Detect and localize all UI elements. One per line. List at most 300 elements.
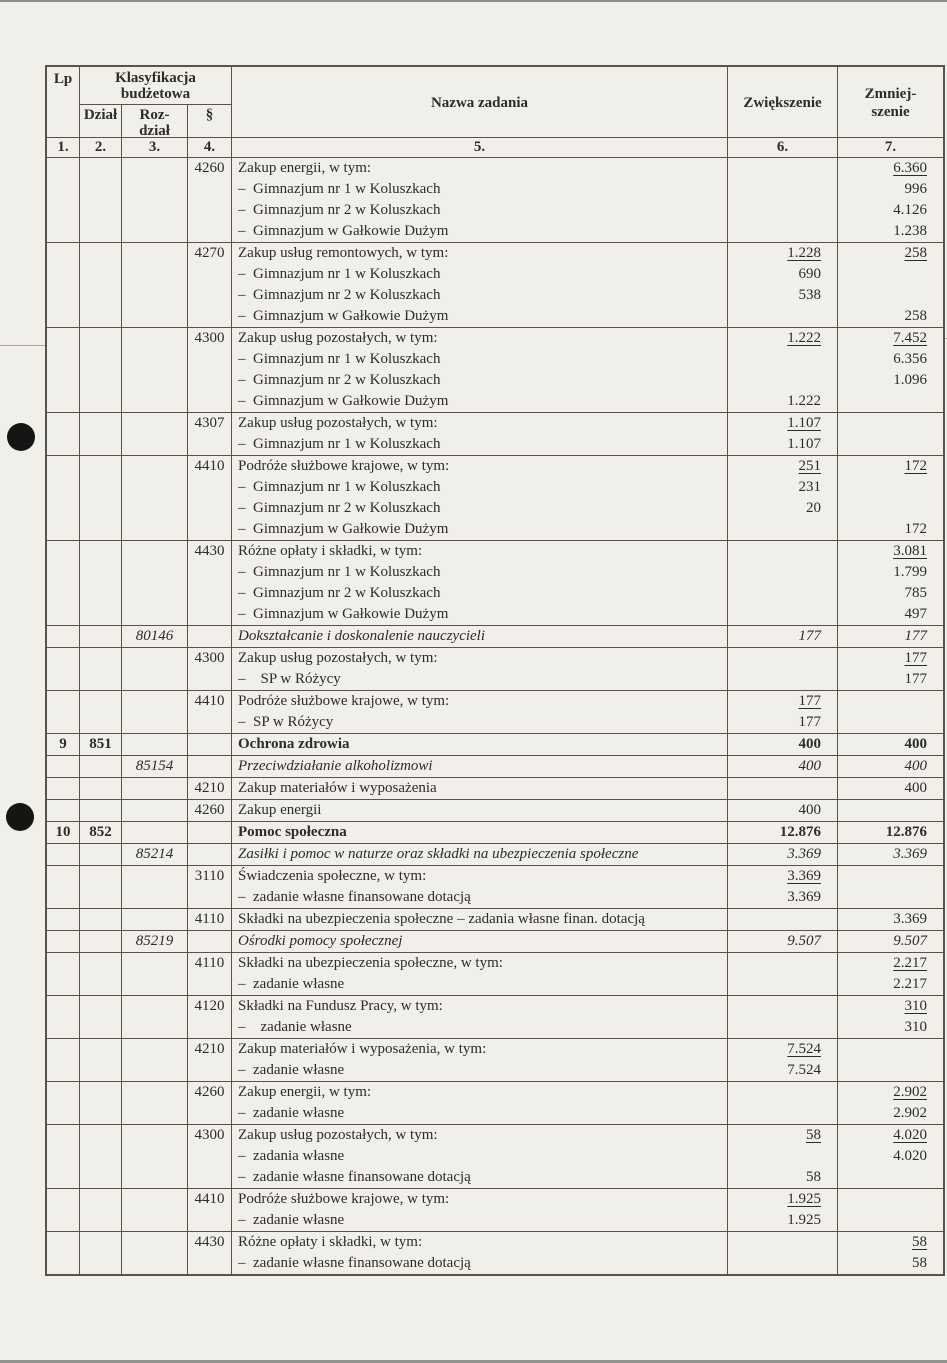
task-line: – Gimnazjum nr 2 w Koluszkach bbox=[238, 500, 441, 516]
rozdzial-cell bbox=[122, 243, 188, 327]
paragraph-row bbox=[47, 157, 943, 242]
task-name-cell bbox=[232, 866, 728, 908]
rozdzial-cell bbox=[122, 541, 188, 625]
task-name-cell bbox=[232, 158, 728, 242]
increase-value: 251 bbox=[798, 458, 821, 474]
rozdzial-cell: 85214 bbox=[122, 844, 188, 865]
task-line: Zakup materiałów i wyposażenia bbox=[238, 780, 437, 796]
dzial-cell bbox=[80, 778, 122, 799]
header-nazwa-zadania: Nazwa zadania bbox=[232, 67, 728, 139]
decrease-value bbox=[838, 1167, 943, 1188]
increase-value: 20 bbox=[806, 500, 821, 516]
decrease-value bbox=[838, 1060, 943, 1081]
decrease-value: 400 bbox=[904, 736, 927, 752]
dzial-cell bbox=[80, 328, 122, 412]
increase-value: 58 bbox=[806, 1169, 821, 1185]
decrease-value: 310 bbox=[904, 1019, 927, 1035]
decrease-cell bbox=[838, 413, 943, 455]
task-line: Składki na ubezpieczenia społeczne – zadania własne finan. dotacją bbox=[238, 911, 645, 927]
dzial-cell bbox=[80, 541, 122, 625]
task-line: – zadanie własne bbox=[238, 1062, 345, 1078]
lp-cell: 9 bbox=[47, 734, 80, 755]
paragraph-row bbox=[47, 242, 943, 327]
task-name-cell bbox=[232, 648, 728, 690]
task-name-cell bbox=[232, 778, 728, 799]
decrease-cell bbox=[838, 734, 943, 755]
increase-value: 177 bbox=[798, 714, 821, 730]
paragraph-cell bbox=[188, 756, 232, 777]
increase-cell bbox=[728, 909, 838, 930]
task-name-cell bbox=[232, 844, 728, 865]
increase-value bbox=[728, 1082, 837, 1103]
header-dzial: Dział bbox=[80, 105, 122, 139]
decrease-cell bbox=[838, 328, 943, 412]
decrease-cell bbox=[838, 1189, 943, 1231]
decrease-cell bbox=[838, 953, 943, 995]
paragraph-cell bbox=[188, 734, 232, 755]
paragraph-cell: 4120 bbox=[188, 996, 232, 1038]
decrease-value bbox=[838, 866, 943, 887]
lp-cell bbox=[47, 456, 80, 540]
paragraph-cell: 4430 bbox=[188, 1232, 232, 1274]
fold-line-left bbox=[0, 345, 45, 346]
increase-value bbox=[728, 306, 837, 327]
decrease-value: 1.096 bbox=[893, 372, 927, 388]
increase-value bbox=[728, 669, 837, 690]
column-numbering-row: 1. 2. 3. 4. 5. 6. 7. bbox=[47, 137, 943, 157]
decrease-cell bbox=[838, 778, 943, 799]
increase-cell bbox=[728, 844, 838, 865]
lp-cell bbox=[47, 413, 80, 455]
decrease-value bbox=[838, 413, 943, 434]
decrease-value bbox=[838, 1210, 943, 1231]
task-line: – zadanie własne bbox=[238, 1019, 352, 1035]
increase-value: 1.107 bbox=[787, 415, 821, 431]
task-line: Zakup usług remontowych, w tym: bbox=[238, 245, 449, 261]
decrease-value bbox=[838, 691, 943, 712]
increase-value bbox=[728, 909, 837, 930]
task-line: Zakup usług pozostałych, w tym: bbox=[238, 650, 438, 666]
increase-value bbox=[728, 1146, 837, 1167]
dzial-row bbox=[47, 733, 943, 755]
increase-value bbox=[728, 349, 837, 370]
increase-cell bbox=[728, 931, 838, 952]
decrease-value bbox=[838, 434, 943, 455]
lp-cell bbox=[47, 243, 80, 327]
header-rozdzial: Roz- dział bbox=[122, 105, 188, 139]
lp-cell bbox=[47, 691, 80, 733]
lp-cell bbox=[47, 1189, 80, 1231]
decrease-cell bbox=[838, 1125, 943, 1188]
decrease-value: 258 bbox=[904, 245, 927, 261]
increase-value bbox=[728, 200, 837, 221]
paragraph-cell: 4410 bbox=[188, 1189, 232, 1231]
dzial-cell bbox=[80, 1039, 122, 1081]
increase-cell bbox=[728, 626, 838, 647]
decrease-value: 400 bbox=[904, 780, 927, 796]
decrease-value: 497 bbox=[904, 606, 927, 622]
task-name-cell bbox=[232, 626, 728, 647]
task-line: – Gimnazjum nr 2 w Koluszkach bbox=[238, 287, 441, 303]
decrease-value: 2.217 bbox=[893, 955, 927, 971]
task-name-cell bbox=[232, 541, 728, 625]
decrease-value: 177 bbox=[904, 671, 927, 687]
dzial-cell bbox=[80, 1189, 122, 1231]
decrease-value: 6.356 bbox=[893, 351, 927, 367]
increase-cell bbox=[728, 822, 838, 843]
decrease-value: 996 bbox=[904, 181, 927, 197]
task-line: – zadanie własne finansowane dotacją bbox=[238, 1169, 471, 1185]
lp-cell bbox=[47, 541, 80, 625]
decrease-cell bbox=[838, 626, 943, 647]
increase-value: 231 bbox=[798, 479, 821, 495]
task-line: Dokształcanie i doskonalenie nauczycieli bbox=[238, 628, 486, 644]
decrease-cell bbox=[838, 541, 943, 625]
lp-cell bbox=[47, 1125, 80, 1188]
rozdzial-cell bbox=[122, 691, 188, 733]
header-paragraf: § bbox=[205, 107, 214, 123]
increase-value bbox=[728, 953, 837, 974]
decrease-value: 2.902 bbox=[893, 1105, 927, 1121]
task-line: Różne opłaty i składki, w tym: bbox=[238, 543, 423, 559]
task-line: – Gimnazjum nr 1 w Koluszkach bbox=[238, 564, 441, 580]
task-line: Składki na Fundusz Pracy, w tym: bbox=[238, 998, 443, 1014]
decrease-value: 12.876 bbox=[885, 824, 927, 840]
decrease-value bbox=[838, 391, 943, 412]
dzial-cell bbox=[80, 158, 122, 242]
dzial-cell bbox=[80, 756, 122, 777]
punch-hole-mark bbox=[6, 803, 34, 831]
increase-value bbox=[728, 179, 837, 200]
dzial-cell bbox=[80, 844, 122, 865]
rozdzial-cell bbox=[122, 1189, 188, 1231]
decrease-value bbox=[838, 285, 943, 306]
paragraph-cell: 3110 bbox=[188, 866, 232, 908]
decrease-value bbox=[838, 1189, 943, 1210]
task-line: Zakup usług pozostałych, w tym: bbox=[238, 415, 438, 431]
decrease-value: 3.081 bbox=[893, 543, 927, 559]
dzial-cell bbox=[80, 996, 122, 1038]
increase-cell bbox=[728, 328, 838, 412]
decrease-value: 4.020 bbox=[893, 1148, 927, 1164]
decrease-value: 258 bbox=[904, 308, 927, 324]
decrease-value: 400 bbox=[904, 758, 927, 774]
paragraph-cell: 4300 bbox=[188, 328, 232, 412]
task-name-cell bbox=[232, 909, 728, 930]
header-zmniejszenie: Zmniej- szenie bbox=[864, 86, 917, 120]
decrease-value: 58 bbox=[912, 1234, 927, 1250]
task-line: – Gimnazjum w Gałkowie Dużym bbox=[238, 606, 449, 622]
task-line: Zakup energii, w tym: bbox=[238, 160, 372, 176]
decrease-cell bbox=[838, 756, 943, 777]
rozdzial-cell bbox=[122, 800, 188, 821]
header-klasyfikacja: Klasyfikacja budżetowa bbox=[80, 67, 231, 105]
increase-value bbox=[728, 996, 837, 1017]
paragraph-cell: 4430 bbox=[188, 541, 232, 625]
increase-value: 3.369 bbox=[787, 846, 821, 862]
increase-cell bbox=[728, 1189, 838, 1231]
decrease-cell bbox=[838, 844, 943, 865]
increase-cell bbox=[728, 413, 838, 455]
decrease-value: 785 bbox=[904, 585, 927, 601]
task-line: Podróże służbowe krajowe, w tym: bbox=[238, 1191, 450, 1207]
task-name-cell bbox=[232, 1189, 728, 1231]
task-name-cell bbox=[232, 1039, 728, 1081]
increase-cell bbox=[728, 456, 838, 540]
increase-value: 690 bbox=[798, 266, 821, 282]
dzial-cell bbox=[80, 1125, 122, 1188]
table-header bbox=[47, 67, 943, 137]
increase-value bbox=[728, 1103, 837, 1124]
decrease-value: 7.452 bbox=[893, 330, 927, 346]
increase-value: 1.222 bbox=[787, 330, 821, 346]
rozdzial-cell bbox=[122, 734, 188, 755]
paragraph-cell: 4260 bbox=[188, 1082, 232, 1124]
increase-value: 538 bbox=[798, 287, 821, 303]
dzial-cell bbox=[80, 413, 122, 455]
increase-value: 400 bbox=[798, 736, 821, 752]
paragraph-row bbox=[47, 1231, 943, 1274]
task-name-cell bbox=[232, 756, 728, 777]
decrease-value bbox=[838, 1039, 943, 1060]
increase-value: 9.507 bbox=[787, 933, 821, 949]
decrease-value: 172 bbox=[904, 521, 927, 537]
rozdzial-cell bbox=[122, 1232, 188, 1274]
increase-value bbox=[728, 583, 837, 604]
task-name-cell bbox=[232, 1125, 728, 1188]
increase-value: 1.222 bbox=[787, 393, 821, 409]
task-line: – SP w Różycy bbox=[238, 671, 341, 687]
task-line: – zadania własne bbox=[238, 1148, 345, 1164]
task-name-cell bbox=[232, 413, 728, 455]
header-klasyfikacja-group bbox=[80, 67, 232, 139]
rozdzial-cell bbox=[122, 328, 188, 412]
decrease-cell bbox=[838, 691, 943, 733]
rozdzial-row bbox=[47, 625, 943, 647]
paragraph-row bbox=[47, 1081, 943, 1124]
decrease-cell bbox=[838, 648, 943, 690]
rozdzial-cell: 85219 bbox=[122, 931, 188, 952]
task-name-cell bbox=[232, 822, 728, 843]
increase-cell bbox=[728, 243, 838, 327]
task-line: – zadanie własne bbox=[238, 1105, 345, 1121]
increase-cell bbox=[728, 1125, 838, 1188]
rozdzial-cell bbox=[122, 1039, 188, 1081]
lp-cell bbox=[47, 800, 80, 821]
decrease-cell bbox=[838, 1082, 943, 1124]
task-name-cell bbox=[232, 328, 728, 412]
dzial-cell bbox=[80, 648, 122, 690]
decrease-cell bbox=[838, 931, 943, 952]
lp-cell: 10 bbox=[47, 822, 80, 843]
increase-value: 12.876 bbox=[779, 824, 821, 840]
rozdzial-cell bbox=[122, 456, 188, 540]
paragraph-cell: 4260 bbox=[188, 158, 232, 242]
task-name-cell bbox=[232, 1232, 728, 1274]
increase-value: 177 bbox=[798, 693, 821, 709]
decrease-cell bbox=[838, 996, 943, 1038]
decrease-value: 177 bbox=[904, 650, 927, 666]
decrease-value: 310 bbox=[904, 998, 927, 1014]
task-name-cell bbox=[232, 996, 728, 1038]
task-line: – Gimnazjum w Gałkowie Dużym bbox=[238, 393, 449, 409]
task-name-cell bbox=[232, 953, 728, 995]
header-lp: Lp bbox=[47, 67, 80, 139]
scan-edge-band-top bbox=[0, 0, 947, 2]
task-name-cell bbox=[232, 931, 728, 952]
increase-value bbox=[728, 1253, 837, 1274]
lp-cell bbox=[47, 648, 80, 690]
paragraph-cell: 4210 bbox=[188, 1039, 232, 1081]
decrease-value: 2.902 bbox=[893, 1084, 927, 1100]
paragraph-cell bbox=[188, 931, 232, 952]
paragraph-row bbox=[47, 690, 943, 733]
paragraph-cell: 4410 bbox=[188, 456, 232, 540]
paragraph-row bbox=[47, 799, 943, 821]
increase-cell bbox=[728, 800, 838, 821]
decrease-value bbox=[838, 887, 943, 908]
increase-value: 58 bbox=[806, 1127, 821, 1143]
task-name-cell bbox=[232, 1082, 728, 1124]
task-line: – Gimnazjum nr 1 w Koluszkach bbox=[238, 181, 441, 197]
decrease-value: 172 bbox=[904, 458, 927, 474]
increase-cell bbox=[728, 778, 838, 799]
paragraph-cell: 4300 bbox=[188, 1125, 232, 1188]
task-line: – zadanie własne finansowane dotacją bbox=[238, 1255, 471, 1271]
decrease-value: 9.507 bbox=[893, 933, 927, 949]
lp-cell bbox=[47, 953, 80, 995]
increase-value bbox=[728, 562, 837, 583]
task-name-cell bbox=[232, 243, 728, 327]
decrease-cell bbox=[838, 243, 943, 327]
header-zwiekszenie: Zwiększenie bbox=[728, 67, 838, 139]
increase-cell bbox=[728, 734, 838, 755]
decrease-value: 3.369 bbox=[893, 911, 927, 927]
task-name-cell bbox=[232, 734, 728, 755]
paragraph-cell: 4300 bbox=[188, 648, 232, 690]
lp-cell bbox=[47, 778, 80, 799]
lp-cell bbox=[47, 909, 80, 930]
paragraph-cell: 4410 bbox=[188, 691, 232, 733]
task-line: – Gimnazjum nr 2 w Koluszkach bbox=[238, 372, 441, 388]
paragraph-row bbox=[47, 995, 943, 1038]
increase-cell bbox=[728, 866, 838, 908]
increase-cell bbox=[728, 1082, 838, 1124]
dzial-cell bbox=[80, 800, 122, 821]
paragraph-row bbox=[47, 540, 943, 625]
task-line: Zasiłki i pomoc w naturze oraz składki na ubezpieczenia społeczne bbox=[238, 846, 639, 862]
dzial-cell bbox=[80, 1232, 122, 1274]
increase-cell bbox=[728, 648, 838, 690]
paragraph-row bbox=[47, 1188, 943, 1231]
task-name-cell bbox=[232, 800, 728, 821]
task-line: Pomoc społeczna bbox=[238, 824, 347, 840]
increase-value bbox=[728, 370, 837, 391]
decrease-value: 1.799 bbox=[893, 564, 927, 580]
decrease-value bbox=[838, 800, 943, 821]
dzial-cell: 851 bbox=[80, 734, 122, 755]
increase-value bbox=[728, 158, 837, 179]
task-line: – Gimnazjum nr 1 w Koluszkach bbox=[238, 479, 441, 495]
task-line: – Gimnazjum nr 1 w Koluszkach bbox=[238, 266, 441, 282]
rozdzial-row bbox=[47, 930, 943, 952]
task-line: Różne opłaty i składki, w tym: bbox=[238, 1234, 423, 1250]
increase-cell bbox=[728, 691, 838, 733]
task-line: Składki na ubezpieczenia społeczne, w tym: bbox=[238, 955, 503, 971]
rozdzial-cell bbox=[122, 413, 188, 455]
decrease-cell bbox=[838, 456, 943, 540]
dzial-cell bbox=[80, 626, 122, 647]
dzial-cell bbox=[80, 953, 122, 995]
lp-cell bbox=[47, 1082, 80, 1124]
rozdzial-cell: 85154 bbox=[122, 756, 188, 777]
task-line: Ośrodki pomocy społecznej bbox=[238, 933, 403, 949]
decrease-cell bbox=[838, 866, 943, 908]
decrease-value: 2.217 bbox=[893, 976, 927, 992]
increase-value: 1.228 bbox=[787, 245, 821, 261]
rozdzial-cell bbox=[122, 158, 188, 242]
paragraph-cell: 4260 bbox=[188, 800, 232, 821]
increase-value bbox=[728, 778, 837, 799]
task-line: Podróże służbowe krajowe, w tym: bbox=[238, 458, 450, 474]
lp-cell bbox=[47, 1039, 80, 1081]
increase-cell bbox=[728, 756, 838, 777]
rozdzial-cell bbox=[122, 866, 188, 908]
task-line: – zadanie własne bbox=[238, 1212, 345, 1228]
task-line: Przeciwdziałanie alkoholizmowi bbox=[238, 758, 433, 774]
task-line: – zadanie własne finansowane dotacją bbox=[238, 889, 471, 905]
task-name-cell bbox=[232, 691, 728, 733]
decrease-cell bbox=[838, 1039, 943, 1081]
lp-cell bbox=[47, 328, 80, 412]
increase-value bbox=[728, 221, 837, 242]
increase-cell bbox=[728, 953, 838, 995]
increase-value: 3.369 bbox=[787, 868, 821, 884]
task-line: – Gimnazjum w Gałkowie Dużym bbox=[238, 223, 449, 239]
rozdzial-cell bbox=[122, 909, 188, 930]
increase-value: 400 bbox=[798, 758, 821, 774]
dzial-cell bbox=[80, 909, 122, 930]
lp-cell bbox=[47, 866, 80, 908]
paragraph-row bbox=[47, 777, 943, 799]
task-line: Świadczenia społeczne, w tym: bbox=[238, 868, 427, 884]
paragraph-cell bbox=[188, 626, 232, 647]
paragraph-cell bbox=[188, 822, 232, 843]
decrease-value bbox=[838, 712, 943, 733]
decrease-value: 1.238 bbox=[893, 223, 927, 239]
increase-cell bbox=[728, 996, 838, 1038]
dzial-cell bbox=[80, 866, 122, 908]
task-line: – SP w Różycy bbox=[238, 714, 334, 730]
task-line: Zakup energii, w tym: bbox=[238, 1084, 372, 1100]
paragraph-cell bbox=[188, 844, 232, 865]
task-line: Zakup energii bbox=[238, 802, 322, 818]
decrease-cell bbox=[838, 1232, 943, 1274]
increase-cell bbox=[728, 158, 838, 242]
paragraph-cell: 4210 bbox=[188, 778, 232, 799]
paragraph-row bbox=[47, 647, 943, 690]
rozdzial-cell bbox=[122, 822, 188, 843]
rozdzial-cell bbox=[122, 996, 188, 1038]
task-line: Zakup materiałów i wyposażenia, w tym: bbox=[238, 1041, 487, 1057]
increase-value bbox=[728, 648, 837, 669]
increase-value: 1.925 bbox=[787, 1191, 821, 1207]
lp-cell bbox=[47, 931, 80, 952]
rozdzial-cell bbox=[122, 648, 188, 690]
increase-value: 7.524 bbox=[787, 1041, 821, 1057]
lp-cell bbox=[47, 158, 80, 242]
dzial-cell bbox=[80, 1082, 122, 1124]
